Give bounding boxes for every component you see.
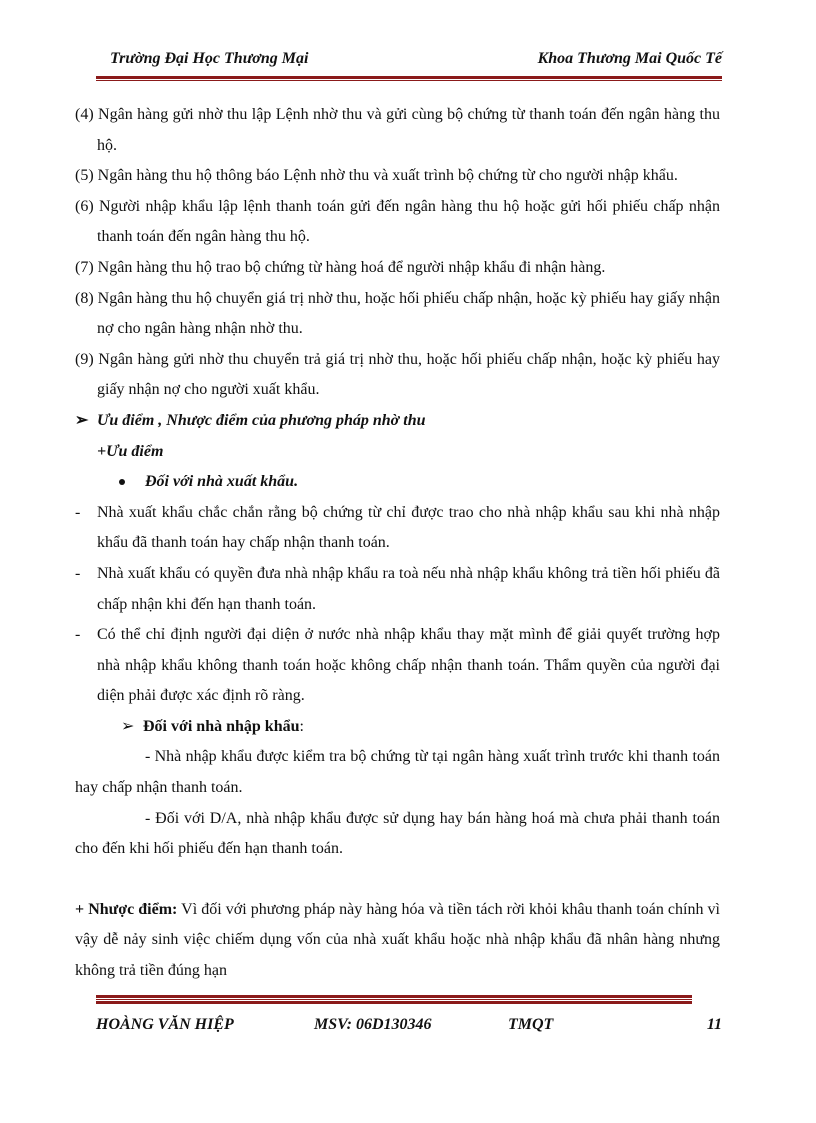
exporter-point-3 (75, 620, 720, 712)
exporter-heading-text: Đối với nhà xuất khẩu. (145, 473, 299, 491)
page-body (75, 100, 720, 987)
step-4: (4) Ngân hàng gửi nhờ thu lập Lệnh nhờ thu và gửi cùng bộ chứng từ thanh toán đến ngân hàng thu hộ. (75, 106, 720, 154)
step-7: (7) Ngân hàng thu hộ trao bộ chứng từ hàng hoá để người nhập khẩu đi nhận hàng. (75, 258, 606, 276)
importer-heading-text: Đối với nhà nhập khẩu (143, 717, 300, 735)
exporter-point-text: Có thể chỉ định người đại diện ở nước nhà nhập khẩu thay mặt mình để giải quyết trường hợp nhà nhập khẩu không thanh toán hoặc không chấp nhận thanh toán. Thẩm quyền của người đại diện phải được xác định rõ ràng. (97, 626, 720, 705)
dash-marker: - (75, 564, 81, 582)
importer-point-1: - Nhà nhập khẩu được kiểm tra bộ chứng từ tại ngân hàng xuất trình trước khi thanh toán hay chấp nhận thanh toán. (75, 748, 720, 797)
section-heading-text: Ưu điểm , Nhược điểm của phương pháp nhờ thu (97, 411, 426, 429)
footer-major: TMQT (508, 1016, 554, 1033)
step-9: (9) Ngân hàng gửi nhờ thu chuyển trả giá trị nhờ thu, hoặc hối phiếu chấp nhận, hoặc kỳ phiếu hay giấy nhận nợ cho người xuất khẩu. (75, 350, 720, 399)
step-6: (6) Người nhập khẩu lập lệnh thanh toán gửi đến ngân hàng thu hộ hoặc gửi hối phiếu chấp nhận thanh toán đến ngân hàng thu hộ. (75, 197, 720, 246)
advantages-heading: +Ưu điểm (97, 442, 164, 460)
page-header (96, 50, 722, 74)
header-university: Trường Đại Học Thương Mại (110, 50, 309, 67)
importer-point-2: - Đối với D/A, nhà nhập khẩu được sử dụng hay bán hàng hoá mà chưa phải thanh toán cho đến khi hối phiếu đến hạn thanh toán. (75, 809, 720, 858)
footer-student-id: MSV: 06D130346 (314, 1016, 432, 1033)
dash-marker: - (75, 503, 81, 521)
exporter-point-1 (75, 498, 720, 559)
header-rule (96, 76, 722, 81)
disadvantages-paragraph (75, 895, 720, 987)
step-8: (8) Ngân hàng thu hộ chuyển giá trị nhờ thu, hoặc hối phiếu chấp nhận, hoặc kỳ phiếu hay giấy nhận nợ cho ngân hàng nhận nhờ thu. (75, 289, 720, 338)
arrow-bullet-icon: ➢ (75, 411, 89, 429)
dash-marker: - (75, 626, 81, 644)
importer-heading (75, 712, 720, 743)
disadvantages-label: + Nhược điểm: (75, 900, 178, 918)
disadvantages-text: Vì đối với phương pháp này hàng hóa và tiền tách rời khỏi khâu thanh toán chính vì vậy dễ nảy sinh việc chiếm dụng vốn của nhà xuất khẩu hoặc nhà nhập khẩu đã nhân hàng nhưng không trả tiền đúng hạn (75, 900, 720, 980)
exporter-heading (75, 467, 720, 498)
step-5: (5) Ngân hàng thu hộ thông báo Lệnh nhờ thu và xuất trình bộ chứng từ cho người nhập khẩu. (75, 167, 678, 185)
header-faculty: Khoa Thương Mai Quốc Tế (537, 50, 722, 67)
exporter-point-text: Nhà xuất khẩu có quyền đưa nhà nhập khẩu ra toà nếu nhà nhập khẩu không trả tiền hối phiếu đã chấp nhận khi đến hạn thanh toán. (97, 564, 720, 613)
page-footer (96, 1016, 722, 1038)
spacer (75, 865, 720, 895)
exporter-point-text: Nhà xuất khẩu chắc chắn rằng bộ chứng từ chỉ được trao cho nhà nhập khẩu sau khi nhà nhập khẩu đã thanh toán hay chấp nhận thanh toán. (97, 503, 720, 552)
exporter-point-2 (75, 559, 720, 620)
section-heading (75, 406, 720, 437)
importer-heading-suffix: : (299, 717, 304, 735)
page-number: 11 (706, 1016, 722, 1033)
arrow-bullet-icon: ➢ (121, 717, 135, 735)
footer-author: HOÀNG VĂN HIỆP (96, 1016, 234, 1033)
